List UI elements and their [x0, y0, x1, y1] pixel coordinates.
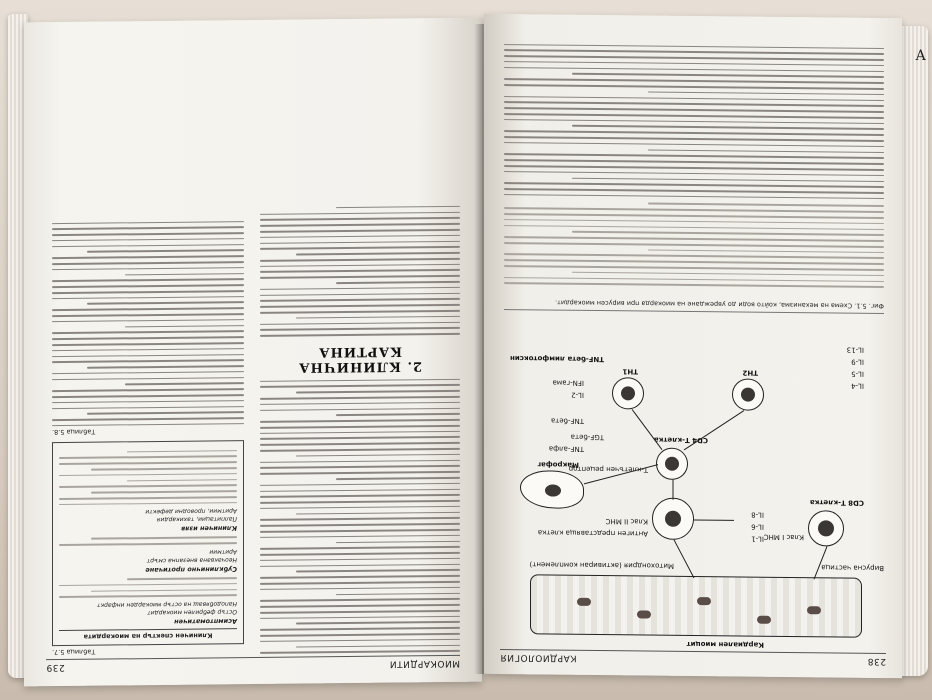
label-il13: IL-13 — [846, 345, 864, 354]
label-virus: Вирусна частица — [821, 563, 884, 573]
left-running-head — [46, 655, 460, 672]
label-tnf-alpha: TNF-алфа — [548, 444, 584, 453]
right-head-title: КАРДИОЛОГИЯ — [500, 651, 577, 663]
label-mhc1: Клас I МНС — [763, 532, 804, 542]
left-page-number: 239 — [46, 661, 65, 673]
immune-mechanism-figure — [504, 309, 884, 652]
figure-arrows — [504, 310, 884, 652]
right-running-head — [500, 649, 886, 666]
label-il2: IL-2 — [571, 390, 584, 399]
label-th2: ТН2 — [742, 368, 758, 377]
open-book — [8, 6, 928, 696]
table-group-heading: Субклинично протичане — [145, 565, 237, 575]
right-page — [484, 14, 902, 678]
label-mhc2: Клас II МНС — [605, 517, 648, 526]
table-group-heading: Клиничен изяв — [181, 524, 237, 534]
label-il1: IL-1 — [751, 534, 764, 543]
label-tgf-beta: TGF-бета — [570, 432, 604, 442]
table-note: Таблица 5.8. — [52, 428, 96, 437]
table-caption: Таблица 5.7. — [52, 647, 96, 657]
label-il9: IL-9 — [851, 357, 864, 366]
label-ifn-gamma: IFN-гама — [552, 378, 584, 387]
table-item: Остър фебрилен миокардит — [147, 608, 237, 617]
label-mito: Митохондрия (активиран комплемент) — [529, 560, 674, 570]
label-lymphotoxin: TNF-бета лимфотоксин — [510, 354, 604, 364]
label-il6: IL-6 — [751, 522, 764, 531]
clinical-spectrum-table — [52, 441, 244, 647]
figure-caption: Фиг. 5.1. Схема на механизма, който води до увреждане на миокарда при вирусен миокардит. — [555, 298, 884, 311]
page-edges-right — [898, 26, 928, 676]
left-page-column-b — [52, 216, 244, 656]
label-cd4: CD4 Т-клетка — [653, 435, 708, 445]
table-group-heading: Асимптоматичен — [174, 617, 237, 626]
label-macrophage: Макрофаг — [537, 460, 579, 469]
label-il8: IL-8 — [751, 510, 764, 519]
label-cd8: CD8 Т-клетка — [809, 498, 864, 507]
label-antigen-cell: Антиген представяща клетка — [537, 528, 648, 538]
label-il5: IL-5 — [851, 369, 864, 378]
table-item: Палпитации, тахикардия — [156, 515, 237, 524]
left-page-column-a — [260, 202, 460, 654]
table-item: Наподобяващ на остър миокарден инфаркт — [96, 600, 237, 609]
table-title: Клиничен спектър на миокардита — [59, 628, 237, 641]
label-th1: ТН1 — [622, 367, 638, 376]
left-page — [24, 18, 482, 687]
table-item: Аритмии — [209, 548, 237, 556]
label-tnf-beta: TNF-бета — [550, 416, 584, 425]
section-title: 2. КЛИНИЧНА КАРТИНА — [298, 343, 423, 375]
table-item: Неочаквана внезапна смърт — [146, 556, 237, 564]
right-edge-letter: А — [915, 48, 926, 64]
label-il4: IL-4 — [851, 381, 864, 390]
left-head-title: МИОКАРДИТИ — [389, 657, 460, 669]
right-page-number: 238 — [867, 655, 886, 667]
right-page-text — [504, 39, 884, 288]
label-myocyte: Кардиален миоцит — [686, 639, 764, 649]
table-item: Аритмии, проводни дефекти — [145, 507, 237, 516]
label-t-receptor: Т-клетъчен рецептор — [568, 464, 648, 474]
